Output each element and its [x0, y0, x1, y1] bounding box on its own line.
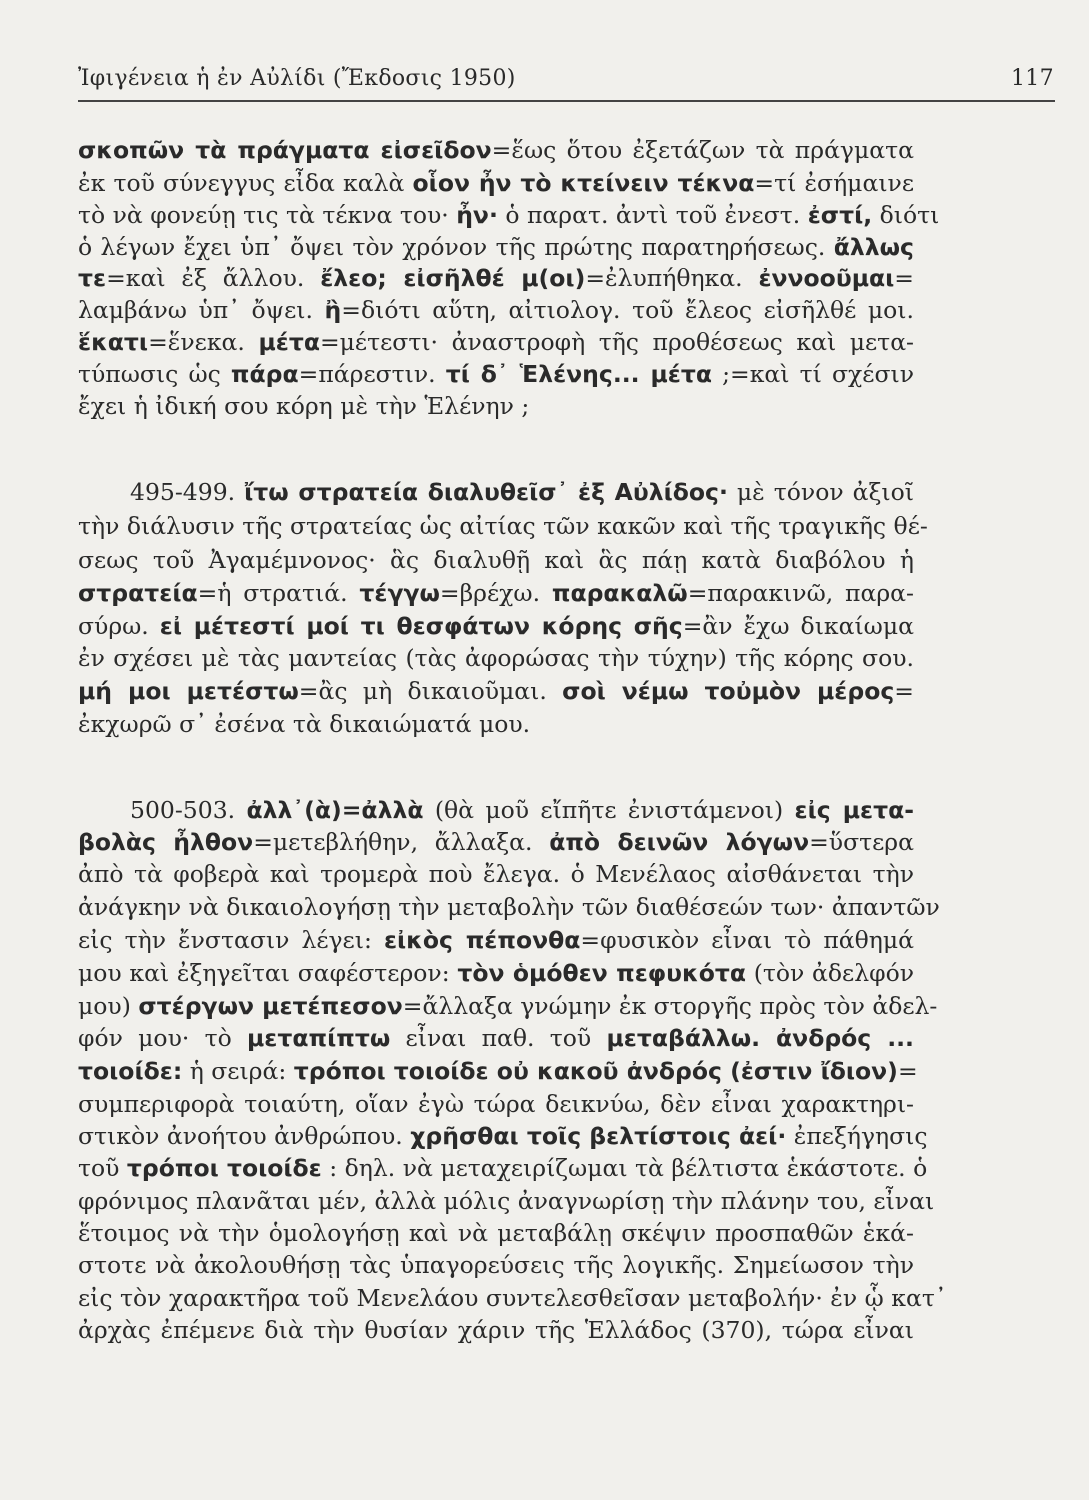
gloss-text: λαμβάνω ὑπ᾽ ὄψει. — [78, 296, 325, 324]
lemma-bold: τρόποι τοιοίδε — [126, 1154, 322, 1182]
gloss-text: μου) — [78, 992, 139, 1020]
running-title: Ἰφιγένεια ἡ ἐν Αὐλίδι (Ἔκδοσις 1950) — [78, 66, 516, 91]
lemma-bold: μεταβάλλω. ἀνδρός ... — [606, 1024, 914, 1052]
gloss-text: εἶναι παθ. τοῦ — [390, 1024, 607, 1052]
gloss-text: =ἂν ἔχω δικαίωμα — [682, 612, 914, 640]
gloss-text: =καὶ ἐξ ἄλλου. — [106, 264, 321, 292]
text-line — [78, 545, 914, 575]
lemma-bold: ἔλεο; εἰσῆλθέ μ(οι) — [320, 264, 586, 292]
page-number: 117 — [1011, 66, 1054, 91]
text-line — [78, 991, 938, 1021]
text-line — [78, 263, 914, 293]
text-line — [78, 1218, 914, 1248]
text-line — [78, 709, 914, 739]
lemma-bold: ἦν· — [456, 201, 498, 229]
lemma-bold: σκοπῶν τὰ πράγματα εἰσεῖδον — [78, 136, 492, 164]
header-rule — [78, 100, 1055, 102]
gloss-text: φόν μου· τὸ — [78, 1024, 248, 1052]
gloss-text: =μέτεστι· ἀναστροφὴ τῆς προθέσεως καὶ μετα- — [319, 328, 914, 356]
gloss-text: ἕτοιμος νὰ τὴν ὁμολογήσῃ καὶ νὰ μεταβάλῃ σκέψιν προσπαθῶν ἑκά- — [78, 1219, 914, 1247]
lemma-bold: ἀλλ᾽(ὰ)=ἀλλὰ — [246, 796, 424, 824]
lemma-bold: πάρα — [230, 360, 299, 388]
text-line — [78, 1283, 947, 1313]
lemma-bold: ἐννοοῦμαι — [758, 264, 895, 292]
text-line — [130, 795, 914, 825]
lemma-bold: τί δ᾽ Ἑλένης... μέτα — [445, 360, 712, 388]
text-line — [78, 135, 914, 165]
text-line — [130, 477, 914, 507]
gloss-text: σύρω. — [78, 612, 160, 640]
text-line — [78, 958, 914, 988]
lemma-bold: ἀπὸ δεινῶν λόγων — [549, 828, 810, 856]
gloss-text: ἔχει ἡ ἰδική σου κόρη μὲ τὴν Ἑλένην ; — [78, 392, 530, 420]
gloss-text: =παρακινῶ, παρα- — [687, 579, 914, 607]
lemma-bold: παρακαλῶ — [551, 579, 688, 607]
lemma-bold: οἷον ἦν τὸ κτείνειν τέκνα — [412, 169, 755, 197]
gloss-text: =πάρεστιν. — [298, 360, 446, 388]
gloss-text: ;=καὶ τί σχέσιν — [711, 360, 914, 388]
gloss-text: τὴν διάλυσιν τῆς στρατείας ὡς αἰτίας τῶν κακῶν καὶ τῆς τραγικῆς θέ- — [78, 512, 928, 540]
lemma-bold: εἰς μετα- — [794, 796, 914, 824]
gloss-text: συμπεριφορὰ τοιαύτη, οἵαν ἐγὼ τώρα δεικνύω, δὲν εἶναι χαρακτηρι- — [78, 1090, 914, 1118]
text-line — [78, 1056, 918, 1086]
lemma-bold: μεταπίπτω — [247, 1024, 391, 1052]
gloss-text: =τί ἐσήμαινε — [754, 169, 914, 197]
page-header — [78, 66, 1088, 96]
text-line — [78, 295, 914, 325]
text-line — [78, 1023, 914, 1053]
text-line — [78, 232, 914, 262]
lemma-bold: ἄλλως — [833, 233, 914, 261]
text-line — [78, 676, 914, 706]
gloss-text: ἐπεξήγησις — [786, 1122, 928, 1150]
text-line — [78, 1315, 914, 1345]
text-line — [78, 1186, 935, 1216]
lemma-bold: ἢ — [324, 296, 342, 324]
gloss-text: =ἄλλαξα γνώμην ἐκ στοργῆς πρὸς τὸν ἀδελ- — [402, 992, 938, 1020]
text-line — [78, 168, 914, 198]
gloss-text: =μετεβλήθην, ἄλλαξα. — [253, 828, 550, 856]
lemma-bold: ἴτω στρατεία διαλυθεῖσ᾽ ἐξ Αὐλίδος· — [244, 478, 728, 506]
lemma-bold: στρατεία — [78, 579, 198, 607]
lemma-bold: χρῆσθαι τοῖς βελτίστοις ἀεί· — [410, 1122, 787, 1150]
gloss-text: ἐκ τοῦ σύνεγγυς εἶδα καλὰ — [78, 169, 413, 197]
gloss-text: ἐκχωρῶ σ᾽ ἐσένα τὰ δικαιώματά μου. — [78, 710, 531, 738]
gloss-text: =ἕνεκα. — [148, 328, 259, 356]
gloss-text: = — [897, 1057, 918, 1085]
text-line — [78, 611, 914, 641]
gloss-text: εἰς τὸν χαρακτῆρα τοῦ Μενελάου συντελεσθεῖσαν μεταβολήν· ἐν ᾧ κατ᾽ — [78, 1284, 947, 1312]
gloss-text: ἀνάγκην νὰ δικαιολογήσῃ τὴν μεταβολὴν τῶν διαθέσεών των· ἀπαντῶν — [78, 893, 940, 921]
gloss-text: =ἐλυπήθηκα. — [585, 264, 759, 292]
gloss-text: =ἡ στρατιά. — [197, 579, 360, 607]
text-line — [78, 327, 914, 357]
gloss-text: τύπωσις ὡς — [78, 360, 231, 388]
gloss-text: =ἕως ὅτου ἐξετάζων τὰ πράγματα — [491, 136, 914, 164]
gloss-text: (τὸν ἀδελφόν — [746, 959, 914, 987]
lemma-bold: σοὶ νέμω τοὐμὸν μέρος — [562, 677, 895, 705]
text-line — [78, 359, 914, 389]
gloss-text: ὁ παρατ. ἀντὶ τοῦ ἐνεστ. — [497, 201, 808, 229]
gloss-text: μου καὶ ἐξηγεῖται σαφέστερον: — [78, 959, 458, 987]
gloss-text: στικὸν ἀνοήτου ἀνθρώπου. — [78, 1122, 411, 1150]
gloss-text: σεως τοῦ Ἀγαμέμνονος· ἃς διαλυθῇ καὶ ἃς πάῃ κατὰ διαβόλου ἡ — [78, 546, 914, 574]
gloss-text: ἡ σειρά: — [182, 1057, 294, 1085]
lemma-bold: τρόποι τοιοίδε οὐ κακοῦ ἀνδρός (ἐστιν ἴδιον) — [293, 1057, 898, 1085]
gloss-text: ὁ λέγων ἔχει ὑπ᾽ ὄψει τὸν χρόνον τῆς πρώτης παρατηρήσεως. — [78, 233, 834, 261]
lemma-bold: τέγγω — [359, 579, 440, 607]
lemma-bold: ἕκατι — [78, 328, 149, 356]
text-line — [78, 1250, 914, 1280]
text-line — [78, 827, 914, 857]
gloss-text: διότι — [872, 201, 940, 229]
gloss-text: = — [894, 677, 914, 705]
gloss-text: τὸ νὰ φονεύῃ τις τὰ τέκνα του· — [78, 201, 457, 229]
gloss-text: εἰς τὴν ἔνστασιν λέγει: — [78, 926, 384, 954]
text-line — [78, 859, 914, 889]
text-line — [78, 925, 914, 955]
lemma-bold: μή μοι μετέστω — [78, 677, 299, 705]
text-line — [78, 643, 914, 673]
gloss-text: τοῦ — [78, 1154, 127, 1182]
gloss-text: 500-503. — [130, 796, 247, 824]
text-line — [78, 892, 940, 922]
text-line — [78, 1121, 928, 1151]
lemma-bold: μέτα — [258, 328, 320, 356]
gloss-text: : δηλ. νὰ μεταχειρίζωμαι τὰ βέλτιστα ἑκάστοτε. ὁ — [321, 1154, 928, 1182]
gloss-text: στοτε νὰ ἀκολουθήσῃ τὰς ὑπαγορεύσεις τῆς λογικῆς. Σημείωσον τὴν — [78, 1251, 914, 1279]
gloss-text: =ἂς μὴ δικαιοῦμαι. — [298, 677, 563, 705]
lemma-bold: ἐστί, — [807, 201, 873, 229]
lemma-bold: τε — [78, 264, 107, 292]
gloss-text: =διότι αὕτη, αἰτιολογ. τοῦ ἔλεος εἰσῆλθέ μοι. — [341, 296, 914, 324]
lemma-bold: εἰκὸς πέπονθα — [383, 926, 581, 954]
gloss-text: ἀπὸ τὰ φοβερὰ καὶ τρομερὰ ποὺ ἔλεγα. ὁ Μενέλαος αἰσθάνεται τὴν — [78, 860, 914, 888]
gloss-text: φρόνιμος πλανᾶται μέν, ἀλλὰ μόλις ἀναγνωρίσῃ τὴν πλάνην του, εἶναι — [78, 1187, 935, 1215]
lemma-bold: τὸν ὁμόθεν πεφυκότα — [457, 959, 747, 987]
gloss-text: =βρέχω. — [439, 579, 552, 607]
lemma-bold: τοιοίδε: — [78, 1057, 183, 1085]
gloss-text: ἐν σχέσει μὲ τὰς μαντείας (τὰς ἀφορώσας τὴν τύχην) τῆς κόρης σου. — [78, 644, 914, 672]
lemma-bold: στέργων μετέπεσον — [138, 992, 403, 1020]
lemma-bold: βολὰς ἦλθον — [78, 828, 254, 856]
text-line — [78, 1089, 914, 1119]
text-line — [78, 511, 928, 541]
gloss-text: μὲ τόνον ἀξιοῖ — [727, 478, 914, 506]
gloss-text: 495-499. — [130, 478, 245, 506]
gloss-text: =ὕστερα — [809, 828, 914, 856]
lemma-bold: εἰ μέτεστί μοί τι θεσφάτων κόρης σῆς — [159, 612, 683, 640]
text-line — [78, 1153, 928, 1183]
gloss-text: ἀρχὰς ἐπέμενε διὰ τὴν θυσίαν χάριν τῆς Ἑλλάδος (370), τώρα εἶναι — [78, 1316, 914, 1344]
text-line — [78, 578, 914, 608]
text-line — [78, 200, 940, 230]
gloss-text: =φυσικὸν εἶναι τὸ πάθημά — [580, 926, 915, 954]
text-line — [78, 391, 914, 421]
gloss-text: (θὰ μοῦ εἴπῆτε ἐνιστάμενοι) — [423, 796, 795, 824]
gloss-text: = — [894, 264, 914, 292]
